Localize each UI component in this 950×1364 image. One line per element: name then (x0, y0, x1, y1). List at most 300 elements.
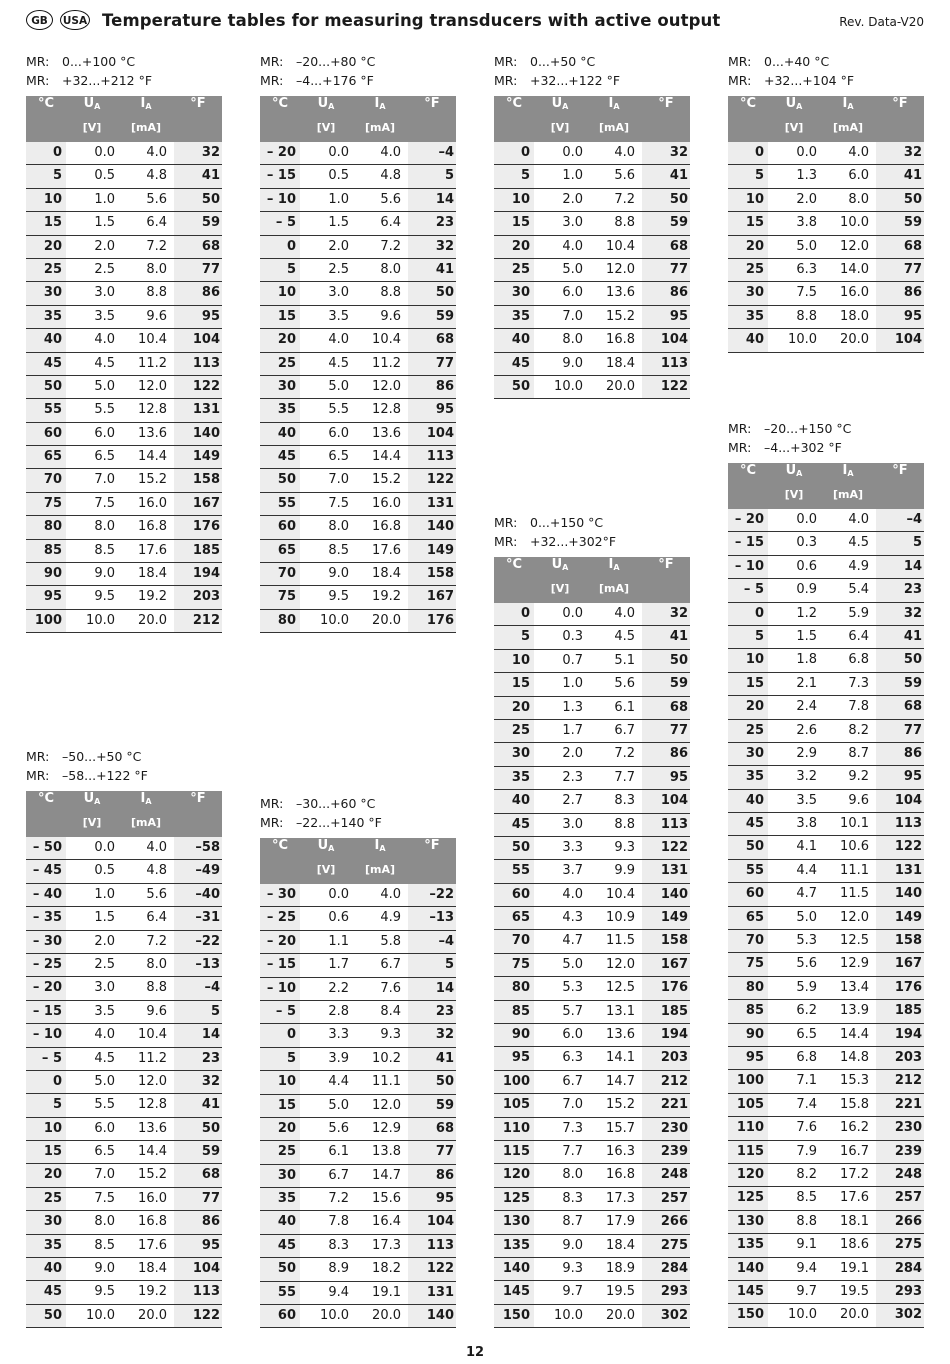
cell-fahrenheit: 230 (876, 1117, 924, 1139)
table-row (494, 1211, 690, 1234)
cell-fahrenheit: –22 (174, 931, 222, 953)
header-current (586, 96, 642, 142)
cell-voltage: 1.3 (796, 168, 817, 184)
conversion-table (26, 791, 222, 1328)
cell-celsius: 20 (26, 236, 66, 258)
cell-fahrenheit: 95 (408, 1188, 456, 1210)
cell-fahrenheit: 59 (408, 306, 456, 328)
cell-celsius: 15 (260, 306, 300, 328)
cell-celsius: 100 (26, 610, 66, 632)
table-row (26, 189, 222, 212)
table-block (26, 747, 222, 1328)
cell-fahrenheit: 5 (408, 954, 456, 976)
cell-voltage: 2.0 (94, 933, 115, 949)
cell-fahrenheit: –22 (408, 884, 456, 906)
cell-voltage: 6.5 (328, 449, 349, 465)
cell-celsius: – 5 (260, 212, 300, 234)
cell-fahrenheit: 95 (876, 306, 924, 328)
cell-celsius: 60 (260, 1305, 300, 1327)
cell-fahrenheit: 212 (174, 610, 222, 632)
table-row (26, 931, 222, 954)
table-header (728, 463, 924, 509)
table-row (494, 814, 690, 837)
cell-fahrenheit: 167 (876, 953, 924, 975)
cell-voltage: 5.9 (796, 979, 817, 995)
table-row (260, 1118, 456, 1141)
cell-current: 5.9 (848, 605, 869, 621)
cell-celsius: 0 (728, 603, 768, 625)
cell-voltage: 2.0 (94, 238, 115, 254)
table-row (728, 1070, 924, 1093)
header-current (118, 791, 174, 837)
header-voltage (300, 838, 352, 884)
cell-voltage: 0.0 (94, 840, 115, 855)
table-row (728, 1047, 924, 1070)
cell-voltage: 5.0 (562, 956, 583, 972)
cell-fahrenheit: –40 (174, 884, 222, 906)
mr-fahrenheit: +32...+302°F (530, 534, 617, 549)
cell-fahrenheit: 32 (876, 603, 924, 625)
header-fahrenheit: °F (424, 96, 440, 111)
table-row (260, 353, 456, 376)
cell-fahrenheit: 32 (876, 142, 924, 164)
cell-fahrenheit: 104 (174, 329, 222, 351)
cell-voltage: 3.0 (328, 285, 349, 301)
cell-current: 16.2 (840, 1120, 869, 1136)
cell-current: 18.1 (840, 1213, 869, 1229)
mr-fahrenheit: –22...+140 °F (296, 815, 382, 830)
cell-current: 18.4 (606, 1237, 635, 1253)
table-block (26, 52, 222, 633)
header-current-unit: [mA] (364, 863, 396, 876)
cell-celsius: – 25 (26, 954, 66, 976)
cell-celsius: 15 (26, 212, 66, 234)
table-header (728, 96, 924, 142)
revision-label: Rev. Data-V20 (839, 15, 924, 29)
cell-celsius: 40 (728, 329, 768, 351)
cell-celsius: 45 (260, 446, 300, 468)
cell-voltage: 9.7 (562, 1284, 583, 1300)
cell-current: 13.1 (606, 1003, 635, 1019)
cell-fahrenheit: 122 (642, 376, 690, 398)
mr-label: MR: (260, 73, 284, 88)
cell-fahrenheit: 50 (174, 1118, 222, 1140)
cell-fahrenheit: –4 (174, 977, 222, 999)
cell-celsius: 10 (260, 282, 300, 304)
cell-voltage: 5.3 (562, 980, 583, 996)
cell-voltage: 0.7 (562, 652, 583, 668)
cell-voltage: 4.7 (562, 933, 583, 949)
table-row (260, 563, 456, 586)
cell-voltage: 2.8 (328, 1003, 349, 1019)
cell-current: 4.0 (146, 145, 167, 160)
cell-fahrenheit: 50 (642, 650, 690, 672)
cell-fahrenheit: 104 (174, 1258, 222, 1280)
cell-voltage: 8.5 (796, 1190, 817, 1206)
table-row (260, 1048, 456, 1071)
header-current-subscript: A (379, 844, 386, 853)
cell-celsius: 60 (26, 423, 66, 445)
cell-fahrenheit: 158 (876, 930, 924, 952)
cell-voltage: 1.0 (94, 886, 115, 902)
cell-current: 6.8 (848, 652, 869, 668)
cell-celsius: 55 (494, 860, 534, 882)
cell-voltage: 6.5 (94, 449, 115, 465)
cell-celsius: 5 (26, 165, 66, 187)
table-row (26, 1235, 222, 1258)
cell-current: 4.8 (380, 168, 401, 184)
cell-voltage: 9.0 (562, 355, 583, 371)
header-celsius: °C (271, 96, 289, 111)
cell-current: 7.2 (380, 238, 401, 254)
table-row (728, 329, 924, 352)
cell-current: 17.6 (372, 542, 401, 558)
cell-voltage: 2.0 (328, 238, 349, 254)
header-fahrenheit: °F (658, 96, 674, 111)
table-row (494, 353, 690, 376)
header-celsius: °C (37, 791, 55, 806)
cell-voltage: 3.0 (94, 285, 115, 301)
cell-voltage: 1.5 (94, 910, 115, 926)
cell-fahrenheit: 41 (174, 1094, 222, 1116)
cell-current: 16.0 (372, 495, 401, 511)
cell-voltage: 8.9 (328, 1261, 349, 1277)
cell-voltage: 4.0 (94, 332, 115, 348)
cell-fahrenheit: 122 (876, 836, 924, 858)
cell-celsius: 20 (260, 1118, 300, 1140)
cell-celsius: 25 (260, 1141, 300, 1163)
cell-celsius: 115 (494, 1141, 534, 1163)
table-row (26, 446, 222, 469)
cell-voltage: 0.5 (94, 863, 115, 879)
cell-fahrenheit: 77 (876, 720, 924, 742)
cell-voltage: 6.0 (328, 425, 349, 441)
cell-voltage: 9.0 (328, 566, 349, 582)
cell-fahrenheit: 212 (642, 1071, 690, 1093)
cell-current: 5.6 (614, 168, 635, 184)
cell-voltage: 2.1 (796, 675, 817, 691)
table-row (260, 446, 456, 469)
cell-voltage: 5.6 (796, 956, 817, 972)
cell-current: 16.8 (606, 332, 635, 348)
mr-celsius: 0...+100 °C (62, 54, 136, 69)
cell-fahrenheit: 104 (408, 1211, 456, 1233)
cell-voltage: 4.0 (94, 1027, 115, 1043)
table-row (26, 1048, 222, 1071)
header-fahrenheit: °F (892, 96, 908, 111)
table-row (494, 1141, 690, 1164)
cell-fahrenheit: 194 (642, 1024, 690, 1046)
table-row (728, 860, 924, 883)
cell-current: 6.4 (146, 910, 167, 926)
cell-celsius: 20 (728, 696, 768, 718)
header-celsius: °C (739, 96, 757, 111)
cell-voltage: 5.0 (796, 909, 817, 925)
cell-fahrenheit: 77 (642, 259, 690, 281)
cell-current: 10.4 (606, 238, 635, 254)
cell-voltage: 0.0 (328, 145, 349, 160)
cell-fahrenheit: 302 (876, 1304, 924, 1326)
cell-fahrenheit: 5 (174, 1001, 222, 1023)
header-voltage (66, 96, 118, 142)
header-celsius: °C (739, 463, 757, 478)
table-row (26, 1164, 222, 1187)
cell-voltage: 1.2 (796, 605, 817, 621)
table-row (26, 1188, 222, 1211)
cell-celsius: – 20 (260, 142, 300, 164)
table-row (26, 376, 222, 399)
cell-fahrenheit: 203 (174, 586, 222, 608)
cell-celsius: 70 (494, 930, 534, 952)
cell-fahrenheit: 176 (174, 516, 222, 538)
cell-voltage: 8.3 (328, 1237, 349, 1253)
table-row (494, 1258, 690, 1281)
header-current-subscript: A (613, 102, 620, 111)
cell-fahrenheit: 86 (642, 743, 690, 765)
table-row (260, 1188, 456, 1211)
table-row (26, 353, 222, 376)
cell-voltage: 7.5 (94, 495, 115, 511)
cell-fahrenheit: 68 (642, 697, 690, 719)
cell-celsius: 80 (728, 977, 768, 999)
cell-voltage: 8.0 (562, 332, 583, 348)
cell-current: 5.6 (614, 676, 635, 692)
cell-fahrenheit: 77 (174, 1188, 222, 1210)
table-row (260, 1141, 456, 1164)
cell-fahrenheit: 86 (876, 282, 924, 304)
cell-current: 14.4 (372, 449, 401, 465)
table-row (494, 282, 690, 305)
mr-label: MR: (494, 73, 518, 88)
header-voltage-subscript: A (94, 797, 101, 806)
cell-fahrenheit: 41 (876, 165, 924, 187)
cell-voltage: 9.0 (562, 1237, 583, 1253)
mr-celsius: –20...+150 °C (764, 421, 852, 436)
table-row (728, 579, 924, 602)
table-row (260, 1024, 456, 1047)
table-row (728, 883, 924, 906)
cell-current: 4.9 (380, 910, 401, 926)
cell-celsius: 5 (260, 259, 300, 281)
cell-fahrenheit: 140 (408, 1305, 456, 1327)
cell-current: 12.0 (138, 378, 167, 394)
table-row (26, 306, 222, 329)
table-row (494, 236, 690, 259)
cell-celsius: 75 (260, 586, 300, 608)
cell-current: 9.9 (614, 863, 635, 879)
cell-current: 10.2 (372, 1050, 401, 1066)
cell-current: 5.4 (848, 582, 869, 598)
conversion-table (728, 463, 924, 1328)
cell-voltage: 8.5 (328, 542, 349, 558)
table-row (728, 306, 924, 329)
table-row (260, 540, 456, 563)
header-voltage-unit: [V] (82, 121, 102, 134)
mr-label: MR: (26, 73, 50, 88)
cell-voltage: 0.0 (796, 512, 817, 527)
cell-voltage: 6.2 (796, 1003, 817, 1019)
cell-voltage: 5.0 (94, 1073, 115, 1089)
cell-voltage: 8.0 (328, 519, 349, 535)
cell-fahrenheit: 41 (642, 165, 690, 187)
cell-current: 20.0 (840, 332, 869, 348)
cell-fahrenheit: 32 (642, 142, 690, 164)
cell-current: 7.3 (848, 675, 869, 691)
table-row (26, 837, 222, 860)
cell-celsius: 25 (728, 720, 768, 742)
cell-fahrenheit: 257 (876, 1187, 924, 1209)
table-row (260, 423, 456, 446)
table-row (260, 1305, 456, 1328)
cell-fahrenheit: 293 (642, 1281, 690, 1303)
cell-celsius: 135 (494, 1235, 534, 1257)
cell-fahrenheit: 266 (876, 1211, 924, 1233)
table-row (260, 1211, 456, 1234)
cell-current: 4.0 (146, 840, 167, 855)
table-row (26, 954, 222, 977)
cell-fahrenheit: –31 (174, 907, 222, 929)
header-voltage-subscript: A (562, 102, 569, 111)
table-row (494, 907, 690, 930)
cell-current: 19.5 (606, 1284, 635, 1300)
cell-celsius: – 30 (260, 884, 300, 906)
mr-label: MR: (494, 534, 518, 549)
cell-celsius: 50 (26, 1305, 66, 1327)
table-row (494, 954, 690, 977)
cell-current: 4.9 (848, 558, 869, 574)
mr-fahrenheit: –4...+302 °F (764, 440, 842, 455)
cell-current: 4.0 (614, 606, 635, 621)
cell-celsius: 75 (494, 954, 534, 976)
cell-voltage: 5.5 (328, 402, 349, 418)
header-current-subscript: A (145, 102, 152, 111)
cell-voltage: 1.5 (94, 215, 115, 231)
cell-fahrenheit: 239 (876, 1141, 924, 1163)
cell-fahrenheit: 113 (408, 446, 456, 468)
cell-fahrenheit: 95 (174, 306, 222, 328)
cell-fahrenheit: –4 (408, 142, 456, 164)
cell-fahrenheit: 77 (408, 1141, 456, 1163)
table-row (26, 977, 222, 1000)
cell-fahrenheit: 176 (642, 977, 690, 999)
table-row (728, 907, 924, 930)
cell-celsius: 70 (26, 469, 66, 491)
table-row (260, 306, 456, 329)
cell-voltage: 8.5 (94, 1237, 115, 1253)
table-row (26, 1094, 222, 1117)
cell-current: 4.8 (146, 168, 167, 184)
table-row (494, 1164, 690, 1187)
header-fahrenheit: °F (424, 838, 440, 853)
cell-current: 11.2 (372, 355, 401, 371)
cell-voltage: 4.1 (796, 839, 817, 855)
cell-current: 10.6 (840, 839, 869, 855)
header-current-unit: [mA] (364, 121, 396, 134)
cell-celsius: 15 (494, 212, 534, 234)
cell-fahrenheit: 95 (642, 767, 690, 789)
cell-fahrenheit: 140 (876, 883, 924, 905)
cell-current: 6.4 (146, 215, 167, 231)
cell-current: 12.0 (840, 909, 869, 925)
cell-current: 13.6 (138, 1120, 167, 1136)
cell-celsius: 115 (728, 1141, 768, 1163)
table-row (26, 540, 222, 563)
mr-label: MR: (728, 421, 752, 436)
cell-voltage: 4.0 (328, 332, 349, 348)
cell-voltage: 0.0 (328, 887, 349, 902)
table-row (260, 282, 456, 305)
cell-fahrenheit: 131 (876, 860, 924, 882)
cell-fahrenheit: 95 (642, 306, 690, 328)
header-voltage-unit: [V] (316, 121, 336, 134)
cell-fahrenheit: 167 (174, 493, 222, 515)
cell-celsius: 130 (728, 1211, 768, 1233)
cell-celsius: – 35 (26, 907, 66, 929)
conversion-table (260, 838, 456, 1328)
table-row (494, 884, 690, 907)
table-row (26, 884, 222, 907)
header-current-symbol: I (140, 791, 146, 806)
cell-fahrenheit: 113 (174, 1281, 222, 1303)
cell-fahrenheit: 113 (642, 814, 690, 836)
cell-fahrenheit: 131 (642, 860, 690, 882)
cell-current: 19.1 (372, 1284, 401, 1300)
mr-label: MR: (728, 73, 752, 88)
cell-current: 12.9 (840, 956, 869, 972)
mr-label: MR: (494, 515, 518, 530)
cell-current: 16.3 (606, 1143, 635, 1159)
cell-voltage: 3.2 (796, 769, 817, 785)
cell-celsius: 55 (260, 1282, 300, 1304)
cell-current: 5.6 (380, 191, 401, 207)
table-row (494, 743, 690, 766)
cell-celsius: – 15 (260, 954, 300, 976)
cell-current: 16.8 (372, 519, 401, 535)
header-celsius: °C (37, 96, 55, 111)
cell-voltage: 7.0 (562, 1097, 583, 1113)
header-voltage-symbol: U (551, 96, 563, 111)
cell-voltage: 3.0 (562, 816, 583, 832)
header-voltage-symbol: U (317, 96, 329, 111)
cell-voltage: 10.0 (788, 332, 817, 348)
header-celsius: °C (505, 557, 523, 572)
table-row (728, 1187, 924, 1210)
table-row (728, 1024, 924, 1047)
cell-fahrenheit: 221 (642, 1094, 690, 1116)
cell-current: 14.4 (138, 1144, 167, 1160)
cell-celsius: 0 (494, 603, 534, 625)
cell-voltage: 5.0 (562, 261, 583, 277)
header-celsius: °C (271, 838, 289, 853)
table-row (26, 907, 222, 930)
header-current-subscript: A (847, 102, 854, 111)
cell-fahrenheit: 131 (174, 399, 222, 421)
cell-celsius: 95 (728, 1047, 768, 1069)
cell-voltage: 1.0 (94, 191, 115, 207)
mr-label: MR: (26, 54, 50, 69)
header-voltage-subscript: A (562, 563, 569, 572)
cell-celsius: 25 (494, 259, 534, 281)
header-voltage-unit: [V] (550, 582, 570, 595)
cell-celsius: 110 (728, 1117, 768, 1139)
table-row (494, 1281, 690, 1304)
cell-fahrenheit: 113 (642, 353, 690, 375)
cell-current: 11.5 (840, 886, 869, 902)
cell-voltage: 3.7 (562, 863, 583, 879)
cell-fahrenheit: 248 (642, 1164, 690, 1186)
cell-celsius: 105 (494, 1094, 534, 1116)
table-block (494, 513, 690, 1328)
